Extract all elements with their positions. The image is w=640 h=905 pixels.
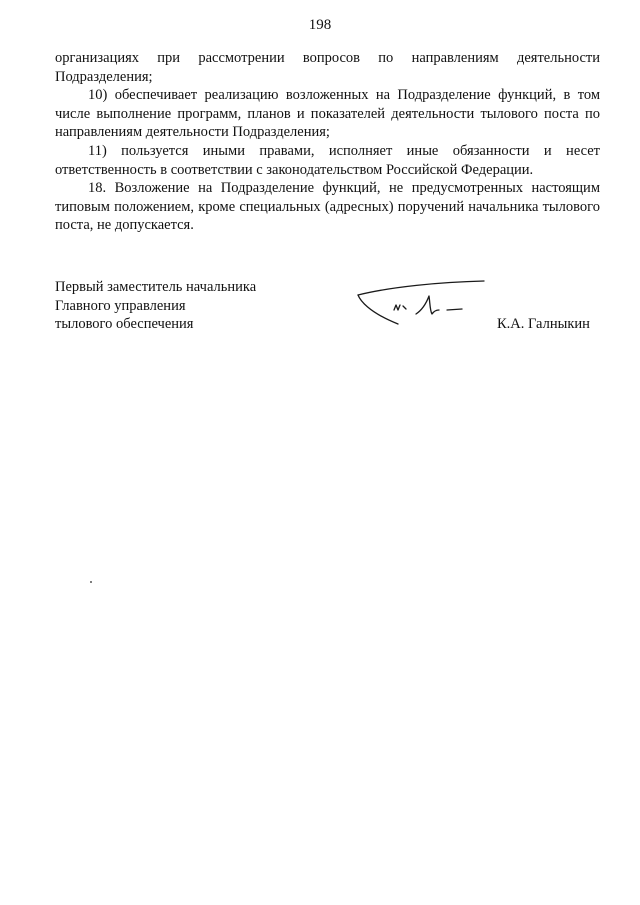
- paragraph-item-11: 11) пользуется иными правами, исполняет иные обязанности и несет ответственность в соответствии с законодательством Российской Федерации.: [55, 142, 600, 178]
- position-line: Главного управления: [55, 297, 186, 314]
- position-line: тылового обеспечения: [55, 316, 194, 333]
- paragraph-clause-18: 18. Возложение на Подразделение функций, не предусмотренных настоящим типовым положением, кроме специальных (адресных) поручений начальника тылового поста, не допускается.: [55, 180, 600, 234]
- paragraph-item-10: 10) обеспечивает реализацию возложенных на Подразделение функций, в том числе выполнение программ, планов и показателей деятельности тылового поста по направлениям деятельности Подразделения;: [55, 87, 600, 141]
- position-line: Первый заместитель начальника: [55, 279, 257, 295]
- handwritten-signature: [350, 270, 490, 332]
- scan-speck: [90, 581, 92, 583]
- paragraph-continuation: организациях при рассмотрении вопросов по направлениям деятельности Подразделения;: [55, 50, 600, 85]
- signatory-position: [55, 278, 256, 334]
- document-body: [55, 49, 600, 235]
- page-number: 198: [308, 17, 332, 33]
- signer-name: К.А. Галныкин: [497, 316, 590, 332]
